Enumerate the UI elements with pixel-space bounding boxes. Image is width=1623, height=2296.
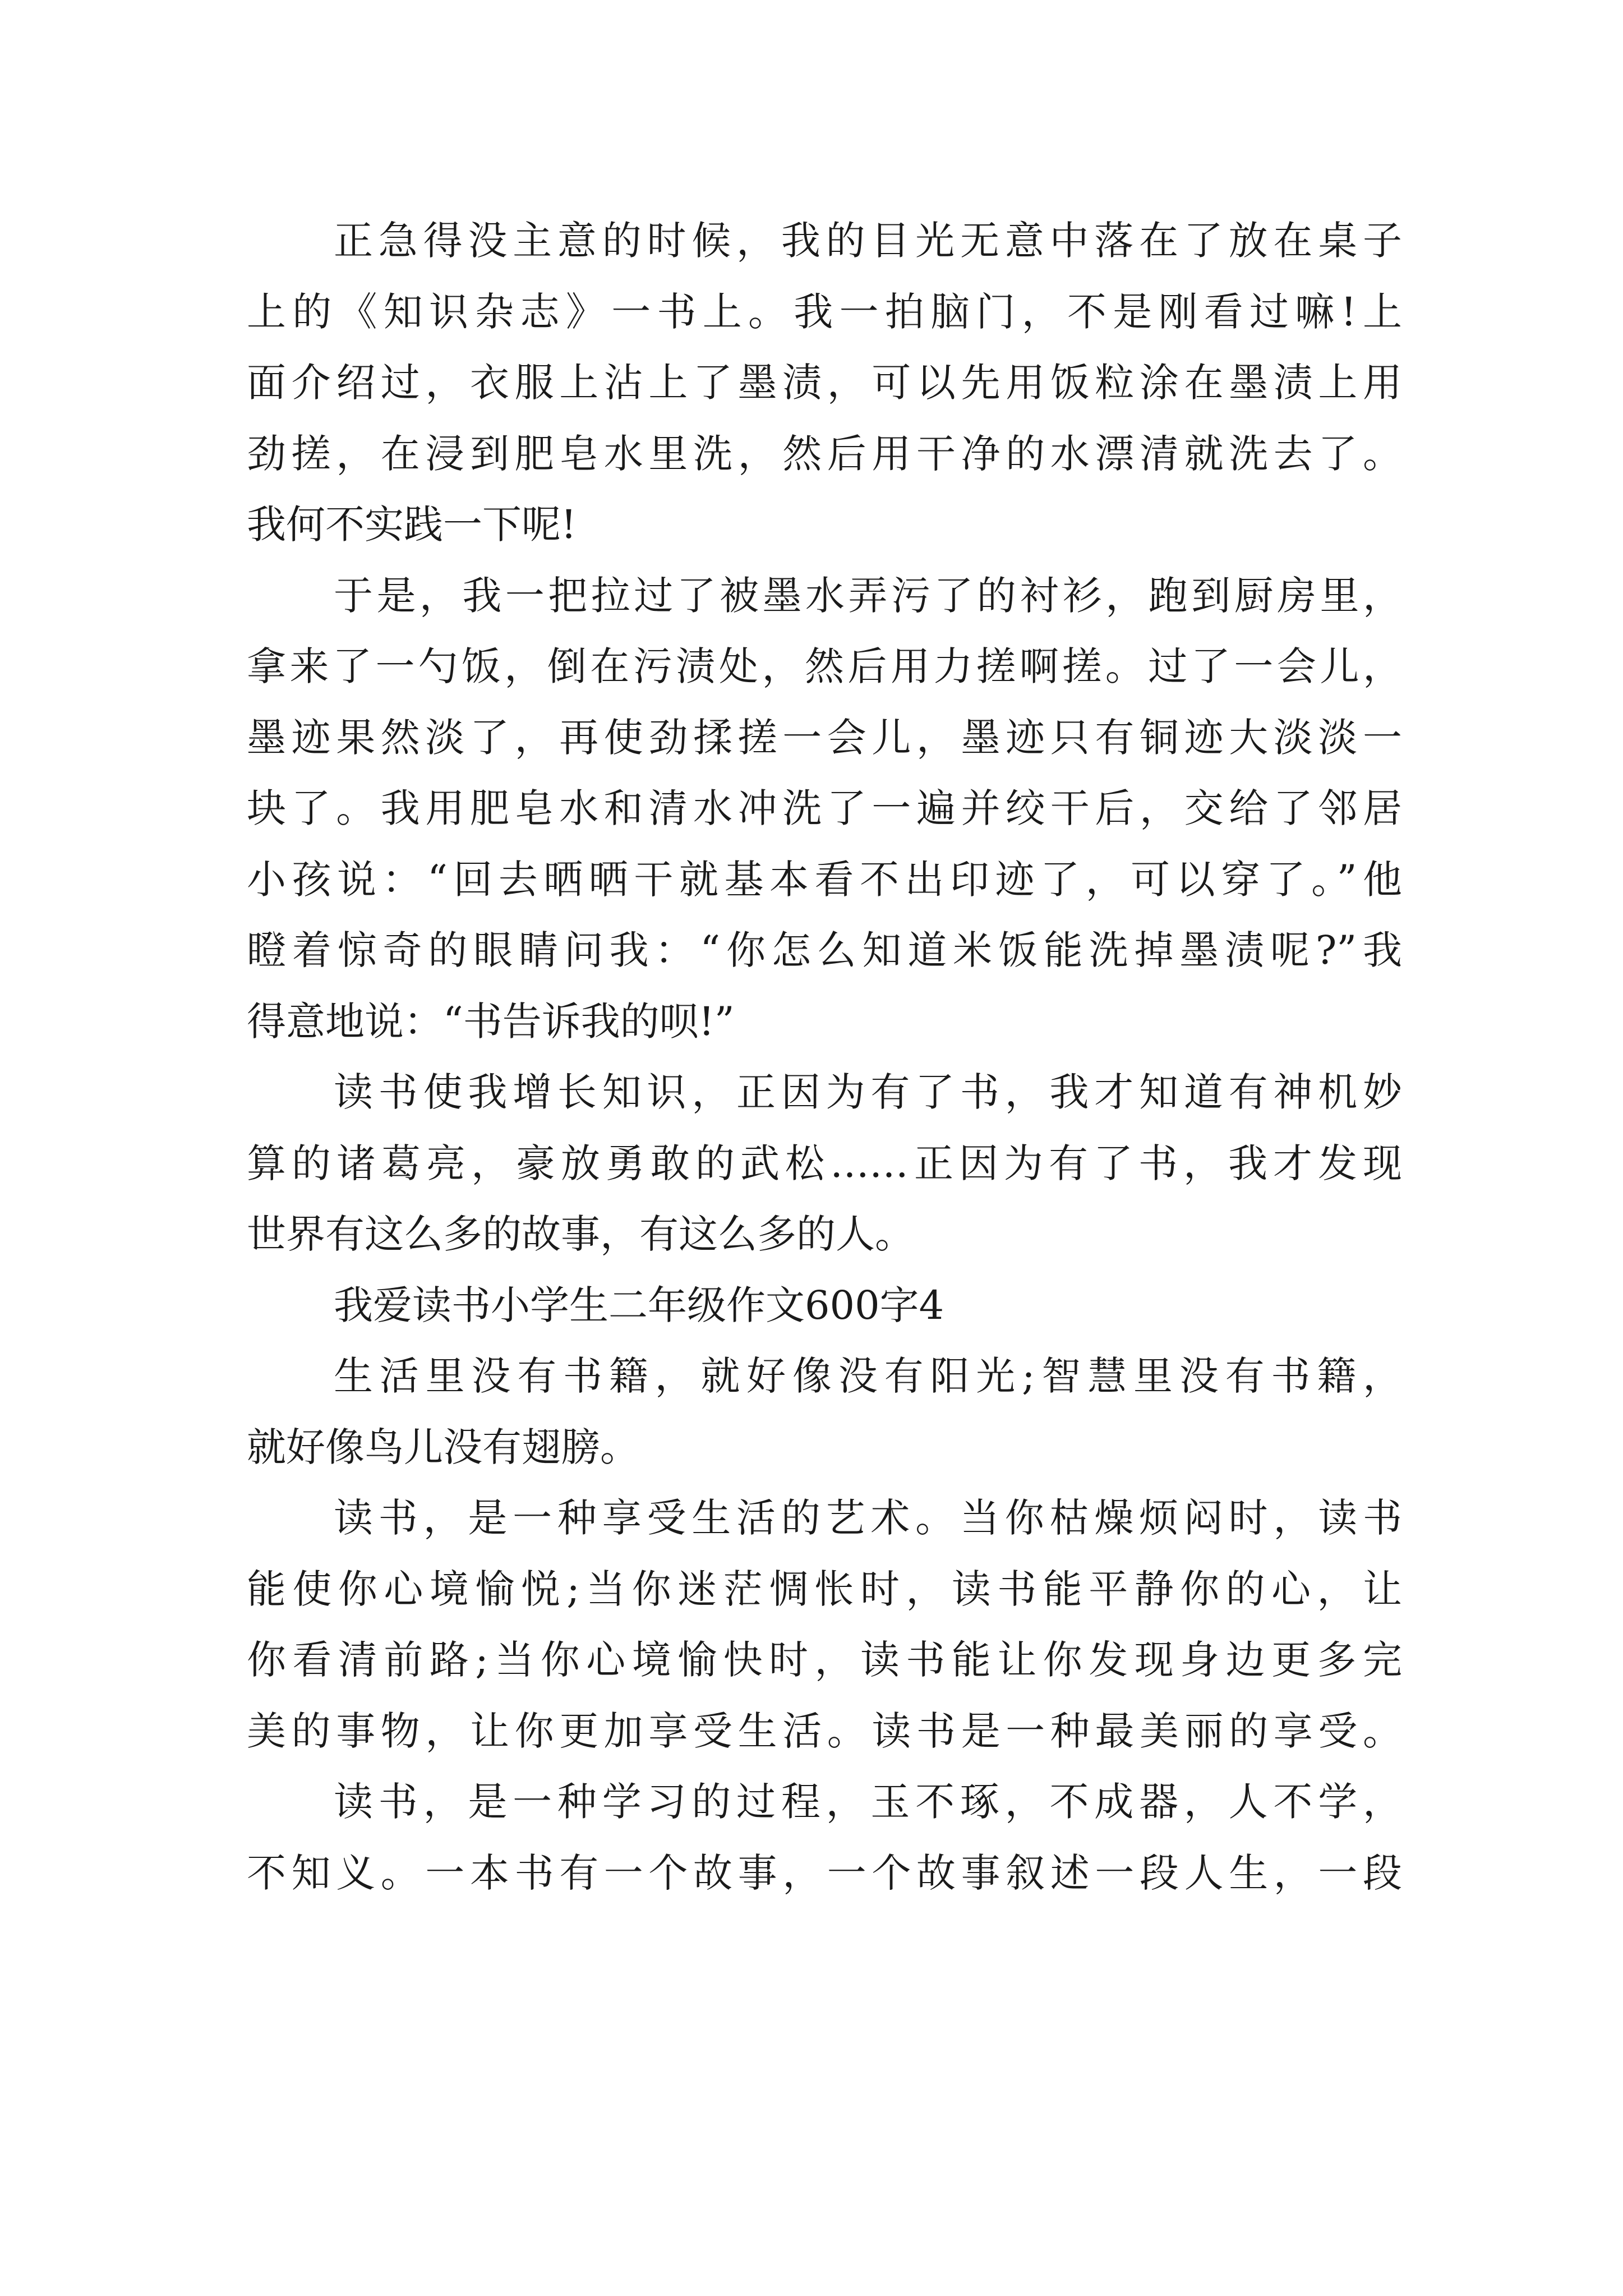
text-line: 得意地说：“书告诉我的呗!” (247, 998, 735, 1045)
text-line: 你看清前路;当你心境愉快时，读书能让你发现身边更多完 (247, 1637, 1402, 1683)
text-line: 读书使我增长知识，正因为有了书，我才知道有神机妙 (334, 1069, 1402, 1115)
text-line: 世界有这么多的故事，有这么多的人。 (247, 1211, 914, 1257)
document-body (247, 205, 1402, 1908)
text-line: 劲搓，在浸到肥皂水里洗，然后用干净的水漂清就洗去了。 (247, 430, 1402, 477)
text-line: 墨迹果然淡了，再使劲揉搓一会儿，墨迹只有铜迹大淡淡一 (247, 714, 1402, 761)
text-line: 面介绍过，衣服上沾上了墨渍，可以先用饭粒涂在墨渍上用 (247, 360, 1402, 406)
text-line: 于是，我一把拉过了被墨水弄污了的衬衫，跑到厨房里， (334, 572, 1402, 619)
text-line: 美的事物，让你更加享受生活。读书是一种最美丽的享受。 (247, 1708, 1402, 1754)
text-line: 算的诸葛亮，豪放勇敢的武松……正因为有了书，我才发现 (247, 1140, 1402, 1186)
text-line: 生活里没有书籍，就好像没有阳光;智慧里没有书籍， (334, 1353, 1402, 1399)
text-line: 我何不实践一下呢! (247, 501, 577, 547)
text-line: 小孩说：“回去晒晒干就基本看不出印迹了，可以穿了。”他 (247, 856, 1402, 903)
text-line: 读书，是一种学习的过程，玉不琢，不成器，人不学， (334, 1779, 1402, 1825)
text-line: 拿来了一勺饭，倒在污渍处，然后用力搓啊搓。过了一会儿， (247, 643, 1402, 689)
text-line: 就好像鸟儿没有翅膀。 (247, 1424, 639, 1470)
text-line: 能使你心境愉悦;当你迷茫惆怅时，读书能平静你的心，让 (247, 1566, 1402, 1612)
section-heading: 我爱读书小学生二年级作文600字4 (334, 1282, 944, 1328)
text-line: 读书，是一种享受生活的艺术。当你枯燥烦闷时，读书 (334, 1495, 1402, 1541)
text-line: 正急得没主意的时候，我的目光无意中落在了放在桌子 (334, 218, 1402, 264)
text-line: 块了。我用肥皂水和清水冲洗了一遍并绞干后，交给了邻居 (247, 785, 1402, 831)
text-line: 不知义。一本书有一个故事，一个故事叙述一段人生，一段 (247, 1849, 1402, 1896)
text-line: 瞪着惊奇的眼睛问我：“你怎么知道米饭能洗掉墨渍呢?”我 (247, 927, 1402, 973)
text-line: 上的《知识杂志》一书上。我一拍脑门，不是刚看过嘛!上 (247, 288, 1402, 335)
